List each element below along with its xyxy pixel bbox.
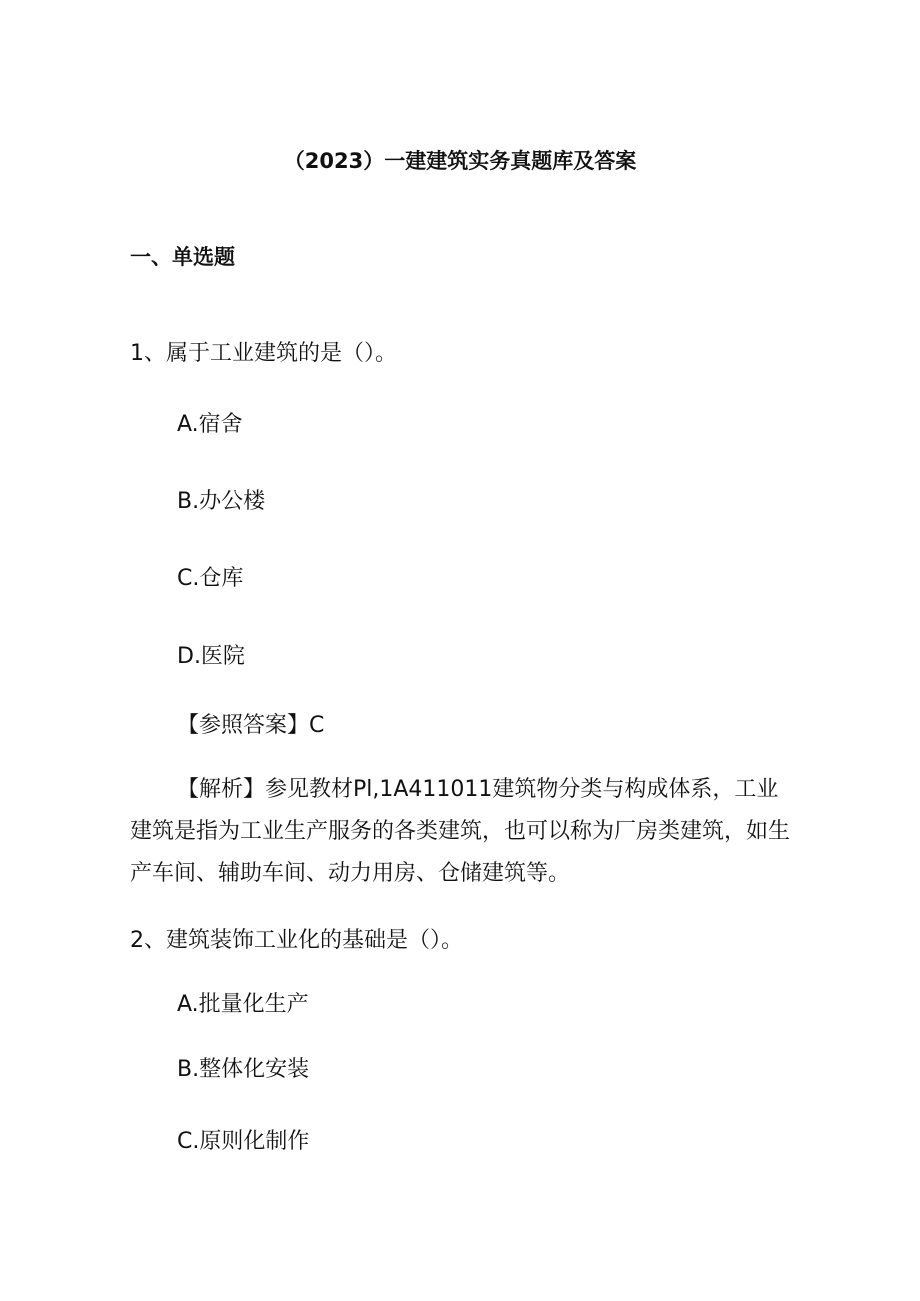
question-1-option-b: B.办公楼 [177, 489, 266, 514]
question-2-option-c: C.原则化制作 [177, 1129, 310, 1154]
question-1-option-c: C.仓库 [177, 566, 244, 591]
question-1-option-a: A.宿舍 [177, 412, 243, 437]
question-1-explanation: 【解析】参见教材Pl,1A411011建筑物分类与构成体系，工业建筑是指为工业生产服务的各类建筑，也可以称为厂房类建筑，如生产车间、辅助车间、动力用房、仓储建筑等。 [130, 777, 791, 886]
question-1-option-d: D.医院 [177, 644, 245, 669]
question-1-stem: 1、属于工业建筑的是（）。 [130, 341, 397, 366]
section-heading: 一、单选题 [130, 245, 235, 269]
question-2-option-a: A.批量化生产 [177, 992, 309, 1017]
document-title: （2023）一建建筑实务真题库及答案 [283, 149, 637, 173]
question-1-answer: 【参照答案】C [177, 713, 325, 738]
question-2-stem: 2、建筑装饰工业化的基础是（）。 [130, 928, 463, 953]
question-2-option-b: B.整体化安装 [177, 1057, 310, 1082]
